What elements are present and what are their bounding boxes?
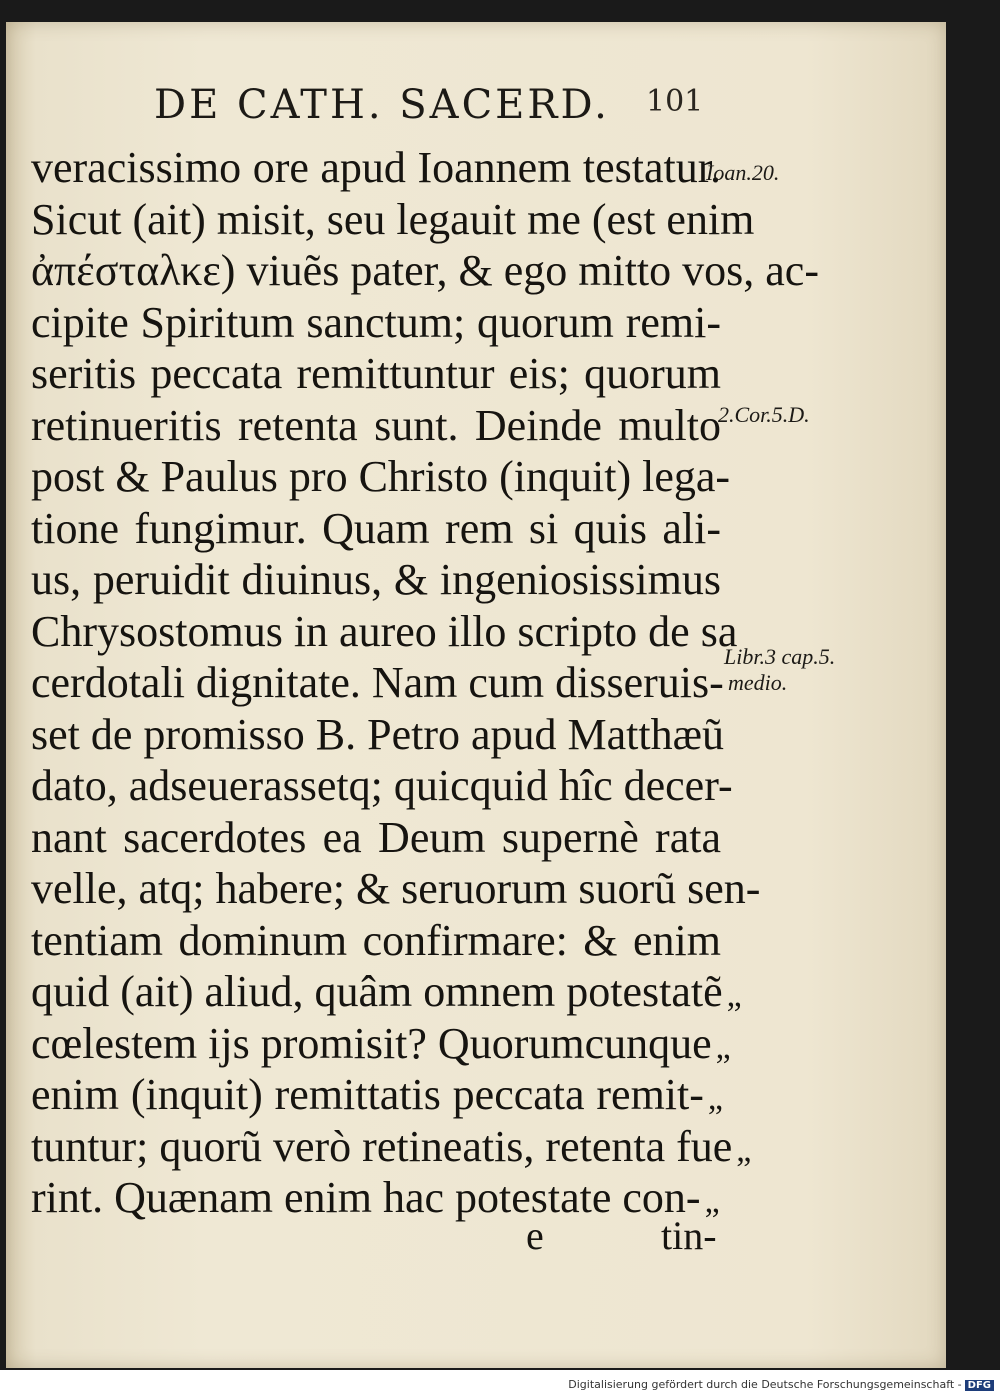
text-line: ἀπέσταλκε) viuẽs pater, & ego mitto vos, ac- [31, 246, 819, 295]
text-line: cœlestem ijs promisit? Quorumcunque [31, 1018, 712, 1068]
text-line: rint. Quænam enim hac potestate con- [31, 1173, 701, 1222]
margin-note-cor: 2.Cor.5.D. [718, 402, 810, 427]
text-line: Sicut (ait) misit, seu legauit me (est enim [31, 194, 755, 244]
text-line-quoted [31, 1069, 721, 1121]
text-line: dato, adseuerassetq; quicquid hîc decer- [31, 761, 733, 810]
quote-mark: „ [707, 1080, 721, 1117]
page-number: 101 [646, 84, 704, 119]
text-line: cipite Spiritum sanctum; quorum remi- [31, 297, 721, 347]
catchword-row [6, 1212, 946, 1262]
text-line-quoted [31, 1121, 750, 1173]
text-line-quoted [31, 1018, 729, 1070]
text-line: us, peruidit diuinus, & ingeniosissimus [31, 555, 721, 604]
text-line-quoted [31, 966, 740, 1018]
signature-mark: e [526, 1213, 544, 1258]
quote-mark: „ [736, 1131, 750, 1169]
catchword: tin- [661, 1213, 717, 1258]
text-line: Chrysostomus in aureo illo scripto de sa [31, 606, 738, 656]
digitization-credit [568, 1378, 994, 1391]
margin-note-medio: medio. [728, 670, 788, 695]
text-line: tione fungimur. Quam rem si quis ali- [31, 503, 721, 553]
text-line: tentiam dominum confirmare: & enim [31, 915, 721, 965]
text-line: set de promisso B. Petro apud Matthæũ [31, 709, 724, 759]
credit-text: Digitalisierung gefördert durch die Deutsche Forschungsgemeinschaft - [568, 1378, 962, 1391]
book-page [6, 22, 946, 1368]
text-line: tuntur; quorũ verò retineatis, retenta fue [31, 1121, 733, 1171]
text-line: quid (ait) aliud, quâm omnem potestatẽ [31, 967, 723, 1016]
text-line: seritis peccata remittuntur eis; quorum [31, 349, 721, 398]
text-line: enim (inquit) remittatis peccata remit- [31, 1070, 704, 1119]
text-line: velle, atq; habere; & seruorum suorũ sen- [31, 864, 761, 913]
quote-mark: „ [726, 977, 740, 1014]
text-line: nant sacerdotes ea Deum supernè rata [31, 812, 721, 862]
text-line: veracissimo ore apud Ioannem testatur. [31, 143, 721, 192]
running-head: DE CATH. SACERD. [154, 82, 610, 128]
text-line: cerdotali dignitate. Nam cum disseruis- [31, 658, 724, 707]
margin-note-libr: Libr.3 cap.5. [724, 644, 836, 669]
text-line: post & Paulus pro Christo (inquit) lega- [31, 452, 731, 501]
quote-mark: „ [715, 1028, 729, 1066]
margin-note-ioan: Ioan.20. [706, 160, 780, 185]
dfg-logo: DFG [965, 1380, 994, 1391]
quote-mark: „ [704, 1183, 718, 1220]
text-line: retinueritis retenta sunt. Deinde multo [31, 400, 721, 450]
